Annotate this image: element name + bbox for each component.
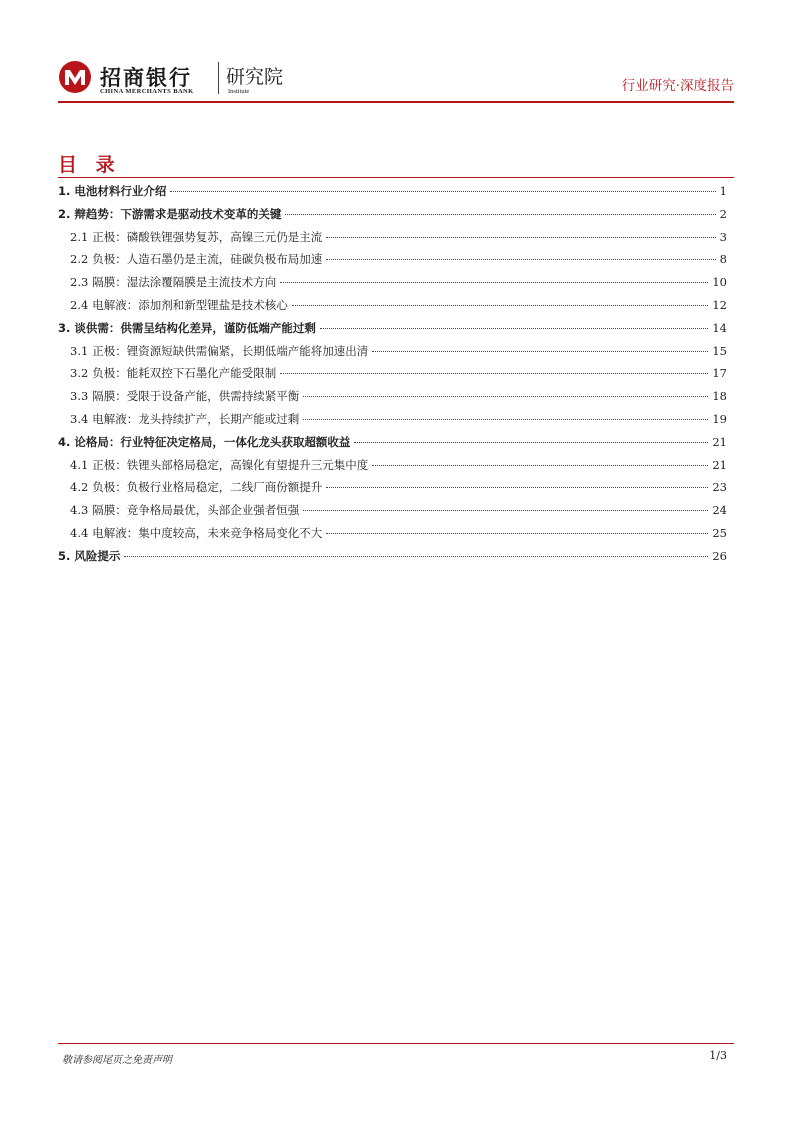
toc-entry-number: 4. — [58, 434, 71, 449]
toc-entry-page: 10 — [712, 275, 727, 290]
institute-name-cn: 研究院 — [226, 66, 284, 88]
toc-dot-leader — [303, 396, 708, 397]
toc-dot-leader — [326, 487, 708, 488]
toc-entry[interactable] — [58, 180, 727, 203]
toc-entry-page: 12 — [712, 297, 727, 312]
toc-entry-page: 3 — [719, 229, 727, 244]
toc-entry-number: 5. — [58, 548, 71, 563]
toc-entry-label: 电池材料行业介绍 — [74, 184, 167, 198]
toc-title-rule — [58, 177, 734, 178]
toc-entry-page: 23 — [712, 480, 727, 495]
toc-entry-number: 4.4 — [70, 525, 89, 540]
toc-title: 目 录 — [58, 154, 121, 176]
toc-entry-page: 25 — [712, 525, 727, 540]
toc-entry[interactable] — [58, 385, 727, 408]
toc-entry-number: 4.3 — [70, 503, 89, 518]
toc-dot-leader — [372, 465, 708, 466]
toc-entry-page: 2 — [719, 206, 727, 221]
toc-entry-label: 负极：能耗双控下石墨化产能受限制 — [92, 366, 277, 381]
toc-dot-leader — [354, 442, 708, 443]
toc-entry-number: 3.2 — [70, 366, 89, 381]
toc-entry-page: 18 — [712, 389, 727, 404]
footer-page-number: 1/3 — [709, 1049, 727, 1062]
bank-name-en: CHINA MERCHANTS BANK — [100, 88, 194, 95]
toc-entry-number: 3.1 — [70, 343, 89, 358]
toc-entry-number: 2.3 — [70, 275, 89, 290]
toc-entry-number: 1. — [58, 184, 71, 198]
toc-entry-label: 正极：锂资源短缺供需偏紧，长期低端产能将加速出清 — [92, 343, 369, 358]
institute-name-en: Institute — [228, 88, 250, 95]
toc-entry[interactable] — [58, 271, 727, 294]
toc-entry-number: 2.4 — [70, 297, 89, 312]
toc-entry-page: 26 — [712, 548, 727, 563]
toc-dot-leader — [326, 533, 708, 534]
toc-dot-leader — [285, 214, 715, 215]
toc-entry-number: 3.3 — [70, 389, 89, 404]
table-of-contents — [58, 180, 727, 568]
cmb-logo-icon — [58, 60, 92, 94]
toc-entry[interactable] — [58, 226, 727, 249]
toc-entry[interactable] — [58, 545, 727, 568]
toc-dot-leader — [280, 282, 708, 283]
toc-entry-label: 正极：磷酸铁锂强势复苏，高镍三元仍是主流 — [92, 229, 323, 244]
toc-entry-number: 4.2 — [70, 480, 89, 495]
toc-entry-page: 1 — [719, 184, 727, 198]
toc-entry-label: 正极：铁锂头部格局稳定，高镍化有望提升三元集中度 — [92, 457, 369, 472]
toc-entry[interactable] — [58, 454, 727, 477]
toc-entry-page: 21 — [712, 434, 727, 449]
toc-entry-number: 2.1 — [70, 229, 89, 244]
toc-entry[interactable] — [58, 476, 727, 499]
toc-entry[interactable] — [58, 408, 727, 431]
toc-dot-leader — [124, 556, 708, 557]
toc-entry[interactable] — [58, 499, 727, 522]
toc-dot-leader — [326, 259, 715, 260]
toc-entry-label: 电解液：集中度较高，未来竞争格局变化不大 — [92, 525, 323, 540]
toc-entry-page: 24 — [712, 503, 727, 518]
toc-entry-label: 电解液：添加剂和新型锂盐是技术核心 — [92, 297, 288, 312]
toc-entry-page: 8 — [719, 252, 727, 267]
toc-entry-number: 2. — [58, 206, 71, 221]
toc-entry[interactable] — [58, 294, 727, 317]
toc-entry[interactable] — [58, 248, 727, 271]
toc-entry-number: 3. — [58, 320, 71, 335]
toc-entry-page: 19 — [712, 411, 727, 426]
toc-entry[interactable] — [58, 522, 727, 545]
bank-name-cn: 招商银行 — [100, 66, 192, 90]
toc-dot-leader — [170, 191, 715, 192]
page-header — [58, 56, 734, 102]
toc-dot-leader — [280, 373, 708, 374]
toc-entry-number: 2.2 — [70, 252, 89, 267]
report-type: 行业研究·深度报告 — [621, 78, 734, 94]
toc-entry-label: 负极：人造石墨仍是主流，硅碳负极布局加速 — [92, 252, 323, 267]
toc-entry-page: 15 — [712, 343, 727, 358]
toc-entry-label: 隔膜：湿法涂覆隔膜是主流技术方向 — [92, 275, 277, 290]
toc-entry-number: 3.4 — [70, 411, 89, 426]
toc-entry[interactable] — [58, 203, 727, 226]
logo-divider — [218, 62, 219, 94]
toc-dot-leader — [292, 305, 709, 306]
toc-dot-leader — [320, 328, 708, 329]
toc-entry-label: 论格局：行业特征决定格局，一体化龙头获取超额收益 — [74, 434, 351, 449]
toc-entry[interactable] — [58, 362, 727, 385]
toc-entry-page: 14 — [712, 320, 727, 335]
toc-entry-page: 17 — [712, 366, 727, 381]
toc-entry-label: 电解液：龙头持续扩产，长期产能或过剩 — [92, 411, 300, 426]
toc-entry[interactable] — [58, 431, 727, 454]
footer-disclaimer: 敬请参阅尾页之免责声明 — [62, 1055, 172, 1066]
toc-entry[interactable] — [58, 340, 727, 363]
toc-entry-label: 隔膜：竞争格局最优，头部企业强者恒强 — [92, 503, 300, 518]
toc-entry-label: 辩趋势：下游需求是驱动技术变革的关键 — [74, 206, 282, 221]
toc-entry-label: 谈供需：供需呈结构化差异，谨防低端产能过剩 — [74, 320, 316, 335]
toc-entry-label: 风险提示 — [74, 548, 121, 563]
toc-entry-number: 4.1 — [70, 457, 89, 472]
toc-dot-leader — [326, 237, 715, 238]
toc-entry-label: 负极：负极行业格局稳定，二线厂商份额提升 — [92, 480, 323, 495]
header-rule — [58, 101, 734, 103]
toc-entry-label: 隔膜：受限于设备产能，供需持续紧平衡 — [92, 389, 300, 404]
toc-entry[interactable] — [58, 317, 727, 340]
toc-entry-page: 21 — [712, 457, 727, 472]
footer-rule — [58, 1043, 734, 1044]
toc-dot-leader — [303, 510, 708, 511]
toc-dot-leader — [303, 419, 708, 420]
toc-dot-leader — [372, 351, 708, 352]
